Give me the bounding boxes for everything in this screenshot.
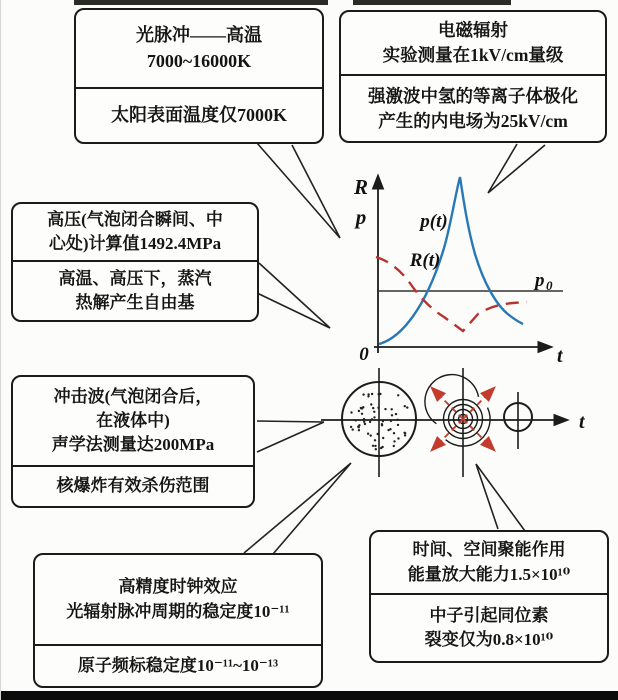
box-line: 太阳表面温度仅7000K bbox=[110, 104, 287, 125]
box-light-pulse bbox=[74, 8, 324, 144]
box-energy-focus-top bbox=[371, 532, 607, 595]
box-line: 原子频标稳定度10⁻¹¹~10⁻¹³ bbox=[77, 655, 279, 675]
y-label-R: R bbox=[353, 175, 369, 199]
box-line: 高温、高压下，蒸汽 bbox=[58, 268, 212, 288]
box-line: 中子引起同位素 bbox=[429, 605, 549, 625]
curve-label-pt: p(t) bbox=[420, 211, 448, 232]
box-shock-wave bbox=[11, 375, 255, 508]
box-line: 电磁辐射 bbox=[438, 20, 508, 41]
box-shock-wave-top bbox=[13, 377, 253, 467]
box-line: 光辐射脉冲周期的稳定度10⁻¹¹ bbox=[66, 601, 290, 621]
box-em-radiation-top bbox=[341, 12, 605, 76]
box-line: 实验测量在1kV/cm量级 bbox=[382, 45, 564, 65]
box-energy-focus-bottom bbox=[371, 595, 607, 661]
wedge-clock-effect bbox=[244, 463, 351, 554]
box-line: 高压(气泡闭合瞬间、中 bbox=[47, 209, 223, 229]
bubble-timeline bbox=[321, 368, 586, 477]
box-energy-focus bbox=[369, 530, 609, 663]
box-line: 7000~16000K bbox=[146, 50, 252, 71]
box-em-radiation-bottom bbox=[341, 76, 605, 141]
origin-label: 0 bbox=[359, 344, 369, 365]
box-line: 时间、空间聚能作用 bbox=[412, 540, 566, 560]
box-line: 强激波中氢的等离子体极化 bbox=[368, 85, 578, 106]
box-line: 在液体中) bbox=[96, 410, 170, 430]
callout-wedges bbox=[244, 143, 545, 554]
box-line: 产生的内电场为25kV/cm bbox=[378, 110, 568, 131]
box-line: 核爆炸有效杀伤范围 bbox=[56, 476, 210, 496]
box-clock-effect-top bbox=[35, 555, 321, 646]
box-high-pressure bbox=[11, 202, 259, 322]
box-line: 裂变仅为0.8×10¹⁰ bbox=[424, 630, 554, 649]
box-clock-effect-bottom bbox=[35, 646, 321, 686]
radius-curve bbox=[376, 257, 527, 331]
box-light-pulse-top bbox=[76, 10, 322, 89]
plot-x-label: t bbox=[557, 345, 563, 367]
box-shock-wave-bottom bbox=[13, 467, 253, 506]
y-label-p: p bbox=[355, 205, 367, 229]
top-crop-bar-right bbox=[353, 0, 511, 5]
p0-label-base: p bbox=[535, 270, 545, 291]
box-line: 声学法测量达200MPa bbox=[51, 435, 215, 455]
wedge-high-pressure bbox=[257, 263, 330, 328]
p0-label-sub: 0 bbox=[546, 278, 553, 293]
bottom-crop-bar bbox=[1, 691, 618, 700]
pressure-curve bbox=[379, 177, 523, 344]
box-em-radiation bbox=[339, 10, 607, 143]
box-high-pressure-top bbox=[13, 204, 257, 262]
wedge-em-radiation bbox=[488, 144, 545, 193]
curve-label-rt: R(t) bbox=[409, 250, 441, 271]
box-line: 高精度时钟效应 bbox=[118, 577, 238, 597]
rp-plot bbox=[353, 175, 564, 367]
box-line: 能量放大能力1.5×10¹⁰ bbox=[407, 564, 571, 584]
box-line: 心处)计算值1492.4MPa bbox=[48, 234, 222, 253]
box-line: 冲击波(气泡闭合后， bbox=[53, 386, 213, 406]
wedge-energy-focus bbox=[476, 464, 525, 531]
wedge-shock-wave bbox=[257, 421, 324, 452]
box-clock-effect bbox=[33, 553, 323, 688]
box-high-pressure-bottom bbox=[13, 262, 257, 320]
wedge-light-pulse bbox=[257, 143, 340, 238]
box-line: 光脉冲——高温 bbox=[136, 24, 262, 45]
top-crop-bar-left bbox=[74, 0, 328, 5]
box-light-pulse-bottom bbox=[76, 89, 322, 142]
box-line: 热解产生自由基 bbox=[75, 293, 195, 312]
timeline-x-label: t bbox=[579, 411, 585, 433]
